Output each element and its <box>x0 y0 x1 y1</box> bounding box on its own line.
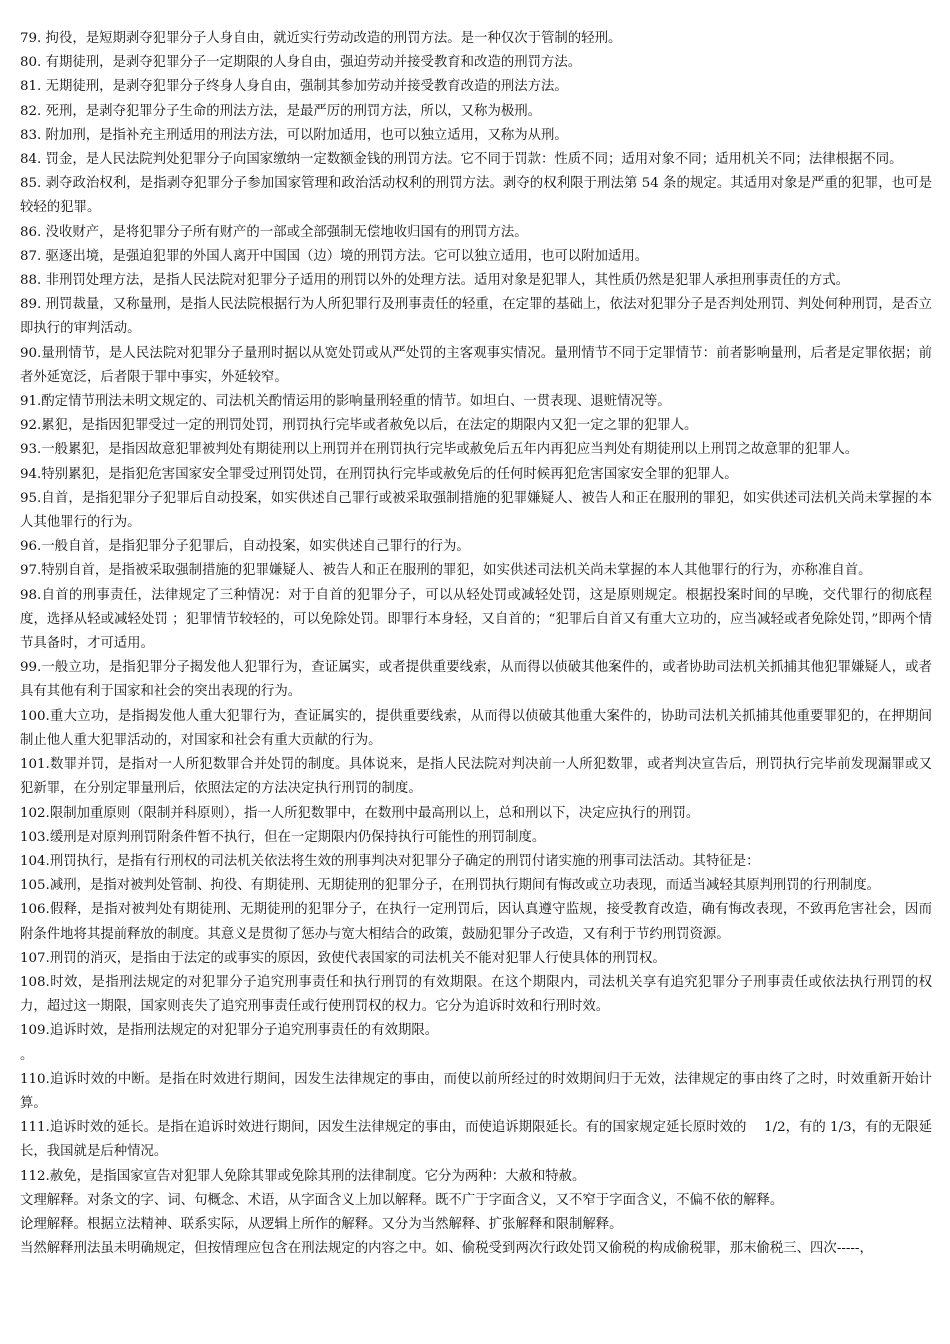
paragraph-91: 91.酌定情节刑法未明文规定的、司法机关酌情运用的影响量刑轻重的情节。如坦白、一贯表现、退赃情况等。 <box>20 394 671 410</box>
paragraph-literal-interpretation: 文理解释。对条文的字、词、句概念、术语，从字面含义上加以解释。既不广于字面含义，又不窄于字面含义，不偏不依的解释。 <box>20 1192 784 1208</box>
paragraph-92: 92.累犯，是指因犯罪受过一定的刑罚处罚，刑罚执行完毕或者赦免以后，在法定的期限内又犯一定之罪的犯罪人。 <box>20 418 698 434</box>
paragraph-104: 104.刑罚执行，是指有行刑权的司法机关依法将生效的刑事判决对犯罪分子确定的刑罚付诸实施的刑事司法活动。其特征是： <box>20 853 760 869</box>
paragraph-94: 94.特别累犯，是指犯危害国家安全罪受过刑罚处罚，在刑罚执行完毕或赦免后的任何时候再犯危害国家安全罪的犯罪人。 <box>20 466 738 482</box>
paragraph-90: 90.量刑情节，是人民法院对犯罪分子量刑时据以从宽处罚或从严处罚的主客观事实情况。量刑情节不同于定罪情节：前者影响量刑，后者是定罪依据；前者外延宽泛，后者限于罪中事实，外延较窄。 <box>20 345 932 385</box>
paragraph-97: 97.特别自首，是指被采取强制措施的犯罪嫌疑人、被告人和正在服刑的罪犯，如实供述司法机关尚未掌握的本人其他罪行的行为，亦称准自首。 <box>20 563 872 579</box>
paragraph-109: 109.追诉时效，是指刑法规定的对犯罪分子追究刑事责任的有效期限。 <box>20 1023 439 1039</box>
paragraph-103: 103.缓刑是对原判刑罚附条件暂不执行，但在一定期限内仍保持执行可能性的刑罚制度。 <box>20 829 546 845</box>
paragraph-82: 82. 死刑，是剥夺犯罪分子生命的刑法方法，是最严厉的刑罚方法，所以，又称为极刑。 <box>20 103 542 119</box>
paragraph-96: 96.一般自首，是指犯罪分子犯罪后，自动投案，如实供述自己罪行的行为。 <box>20 539 470 555</box>
paragraph-102: 102.限制加重原则（限制并科原则），指一人所犯数罪中，在数刑中最高刑以上，总和刑以下，决定应执行的刑罚。 <box>20 805 700 821</box>
paragraph-87: 87. 驱逐出境，是强迫犯罪的外国人离开中国国（边）境的刑罚方法。它可以独立适用，也可以附加适用。 <box>20 248 649 264</box>
paragraph-natural-interpretation: 当然解释刑法虽未明确规定，但按情理应包含在刑法规定的内容之中。如、偷税受到两次行政处罚又偷税的构成偷税罪，那末偷税三、四次-----， <box>20 1241 873 1257</box>
paragraph-98: 98.自首的刑事责任，法律规定了三种情况：对于自首的犯罪分子，可以从轻处罚或减轻处罚，这是原则规定。根据投案时间的早晚，交代罪行的彻底程度，选择从轻或减轻处罚 ；犯罪情节较轻的，可以免除处罚。即罪行本身轻，又自首的；“犯罪后自首又有重大立功的，应当减轻或者免除处罚，”即两个情节具备时，才可适用。 <box>20 587 932 652</box>
paragraph-logical-interpretation: 论理解释。根据立法精神、联系实际，从逻辑上所作的解释。又分为当然解释、扩张解释和限制解释。 <box>20 1216 623 1232</box>
paragraph-88: 88. 非刑罚处理方法，是指人民法院对犯罪分子适用的刑罚以外的处理方法。适用对象是犯罪人，其性质仍然是犯罪人承担刑事责任的方式。 <box>20 273 849 289</box>
paragraph-110: 110.追诉时效的中断。是指在时效进行期间，因发生法律规定的事由，而使以前所经过的时效期间归于无效，法律规定的事由终了之时，时效重新开始计算。 <box>20 1071 932 1111</box>
paragraph-93: 93.一般累犯，是指因故意犯罪被判处有期徒刑以上刑罚并在刑罚执行完毕或赦免后五年内再犯应当判处有期徒刑以上刑罚之故意罪的犯罪人。 <box>20 442 859 458</box>
paragraph-105: 105.减刑，是指对被判处管制、拘役、有期徒刑、无期徒刑的犯罪分子，在刑罚执行期间有悔改或立功表现，而适当减轻其原判刑罚的行刑制度。 <box>20 878 881 894</box>
paragraph-85: 85. 剥夺政治权利，是指剥夺犯罪分子参加国家管理和政治活动权利的刑罚方法。剥夺的权利限于刑法第 54 条的规定。其适用对象是严重的犯罪，也可是较轻的犯罪。 <box>20 176 932 216</box>
paragraph-95: 95.自首，是指犯罪分子犯罪后自动投案，如实供述自己罪行或被采取强制措施的犯罪嫌疑人、被告人和正在服刑的罪犯，如实供述司法机关尚未掌握的本人其他罪行的行为。 <box>20 490 932 531</box>
paragraph-84: 84. 罚金，是人民法院判处犯罪分子向国家缴纳一定数额金钱的刑罚方法。它不同于罚款：性质不同；适用对象不同；适用机关不同；法律根据不同。 <box>20 152 903 168</box>
paragraph-108: 108.时效，是指刑法规定的对犯罪分子追究刑事责任和执行刑罚的有效期限。在这个期限内，司法机关享有追究犯罪分子刑事责任或依法执行刑罚的权力，超过这一期限，国家则丧失了追究刑事责任或行使刑罚权的权力。它分为追诉时效和行刑时效。 <box>20 974 932 1015</box>
paragraph-86: 86. 没收财产，是将犯罪分子所有财产的一部或全部强制无偿地收归国有的刑罚方法。 <box>20 224 528 240</box>
paragraph-106: 106.假释，是指对被判处有期徒刑、无期徒刑的犯罪分子，在执行一定刑罚后，因认真遵守监规，接受教育改造，确有悔改表现，不致再危害社会，因而附条件地将其提前释放的制度。其意义是贯彻了惩办与宽大相结合的政策，鼓励犯罪分子改造，又有利于节约刑罚资源。 <box>20 902 932 942</box>
paragraph-99: 99.一般立功，是指犯罪分子揭发他人犯罪行为，查证属实，或者提供重要线索，从而得以侦破其他案件的，或者协助司法机关抓捕其他犯罪嫌疑人，或者具有其他有利于国家和社会的突出表现的行为。 <box>20 660 932 700</box>
paragraph-79: 79. 拘役，是短期剥夺犯罪分子人身自由，就近实行劳动改造的刑罚方法。是一种仅次于管制的轻刑。 <box>20 31 622 46</box>
paragraph-107: 107.刑罚的消灭，是指由于法定的或事实的原因，致使代表国家的司法机关不能对犯罪人行使具体的刑罚权。 <box>20 950 666 966</box>
paragraph-83: 83. 附加刑，是指补充主刑适用的刑法方法，可以附加适用，也可以独立适用，又称为从刑。 <box>20 127 568 143</box>
paragraph-80: 80. 有期徒刑，是剥夺犯罪分子一定期限的人身自由，强迫劳动并接受教育和改造的刑罚方法。 <box>20 55 582 71</box>
paragraph-100: 100.重大立功，是指揭发他人重大犯罪行为，查证属实的，提供重要线索，从而得以侦破其他重大案件的，协助司法机关抓捕其他重要罪犯的，在押期间制止他人重大犯罪活动的，对国家和社会有重大贡献的行为。 <box>20 708 932 748</box>
paragraph-111: 111.追诉时效的延长。是指在追诉时效进行期间，因发生法律规定的事由，而使追诉期限延长。有的国家规定延长原时效的 1/2，有的 1/3，有的无限延长，我国就是后种情况。 <box>20 1120 932 1160</box>
paragraph-stray-period: 。 <box>20 1047 34 1063</box>
paragraph-81: 81. 无期徒刑，是剥夺犯罪分子终身人身自由，强制其参加劳动并接受教育改造的刑法方法。 <box>20 79 568 95</box>
paragraph-101: 101.数罪并罚，是指对一人所犯数罪合并处罚的制度。具体说来，是指人民法院对判决前一人所犯数罪，或者判决宣告后，刑罚执行完毕前发现漏罪或又犯新罪，在分别定罪量刑后，依照法定的方法决定执行刑罚的制度。 <box>20 757 932 797</box>
paragraph-89: 89. 刑罚裁量，又称量刑，是指人民法院根据行为人所犯罪行及刑事责任的轻重，在定罪的基础上，依法对犯罪分子是否判处刑罚、判处何种刑罚，是否立即执行的审判活动。 <box>20 297 932 337</box>
paragraph-112: 112.赦免，是指国家宣告对犯罪人免除其罪或免除其刑的法律制度。它分为两种：大赦和特赦。 <box>20 1168 586 1184</box>
